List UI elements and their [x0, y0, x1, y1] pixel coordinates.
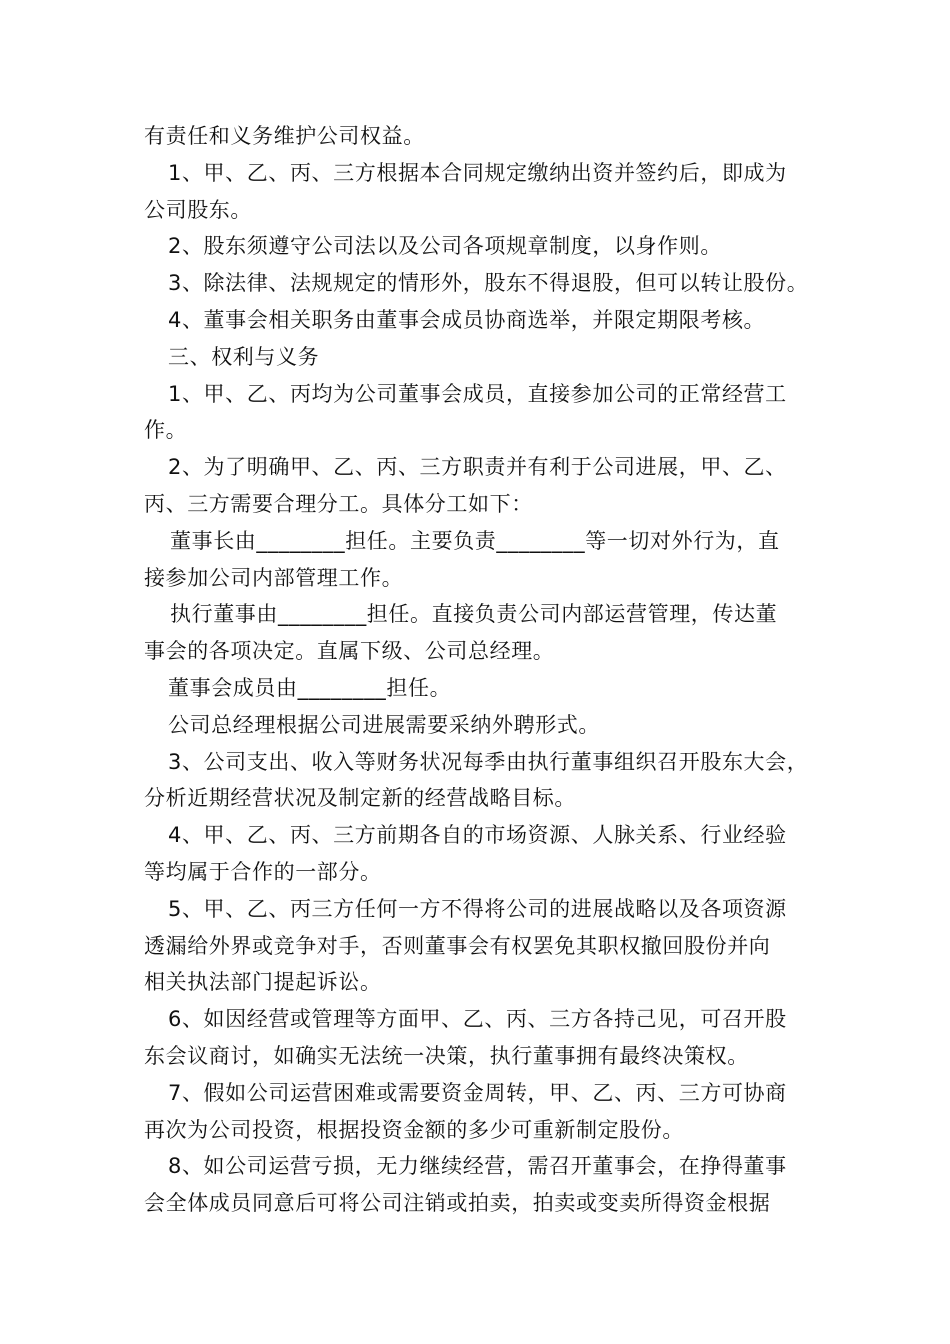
paragraph-line: 董事会成员由________担任。 [168, 675, 452, 700]
paragraph-line: 等均属于合作的一部分。 [144, 859, 382, 884]
paragraph-line: 会全体成员同意后可将公司注销或拍卖，拍卖或变卖所得资金根据 [144, 1191, 771, 1216]
paragraph-line: 2、股东须遵守公司法以及公司各项规章制度，以身作则。 [168, 234, 722, 259]
paragraph-line: 相关执法部门提起诉讼。 [144, 970, 382, 995]
paragraph-line: 分析近期经营状况及制定新的经营战略目标。 [144, 786, 576, 811]
paragraph-line: 2、为了明确甲、乙、丙、三方职责并有利于公司进展，甲、乙、 [168, 455, 787, 480]
document-body [144, 118, 814, 1222]
paragraph-line: 再次为公司投资，根据投资金额的多少可重新制定股份。 [144, 1117, 684, 1142]
paragraph-line: 公司股东。 [144, 197, 252, 222]
paragraph-line: 接参加公司内部管理工作。 [144, 565, 404, 590]
paragraph-line: 东会议商讨，如确实无法统一决策，执行董事拥有最终决策权。 [144, 1043, 749, 1068]
paragraph-line: 4、甲、乙、丙、三方前期各自的市场资源、人脉关系、行业经验 [168, 823, 787, 848]
paragraph-line: 1、甲、乙、丙、三方根据本合同规定缴纳出资并签约后，即成为 [168, 160, 787, 185]
paragraph-line: 4、董事会相关职务由董事会成员协商选举，并限定期限考核。 [168, 307, 766, 332]
paragraph-line: 公司总经理根据公司进展需要采纳外聘形式。 [168, 712, 600, 737]
paragraph-line: 6、如因经营或管理等方面甲、乙、丙、三方各持己见，可召开股 [168, 1007, 787, 1032]
paragraph-line: 执行董事由________担任。直接负责公司内部运营管理，传达董 [170, 602, 778, 627]
paragraph-line: 7、假如公司运营困难或需要资金周转，甲、乙、丙、三方可协商 [168, 1080, 787, 1105]
paragraph-line: 3、公司支出、收入等财务状况每季由执行董事组织召开股东大会， [168, 749, 809, 774]
paragraph-line: 事会的各项决定。直属下级、公司总经理。 [144, 639, 555, 664]
paragraph-line: 丙、三方需要合理分工。具体分工如下： [144, 491, 533, 516]
section-heading: 三、权利与义务 [168, 344, 320, 369]
paragraph-line: 透漏给外界或竞争对手，否则董事会有权罢免其职权撤回股份并向 [144, 933, 771, 958]
paragraph-line: 8、如公司运营亏损，无力继续经营，需召开董事会，在挣得董事 [168, 1154, 787, 1179]
paragraph-line: 董事长由________担任。主要负责________等一切对外行为，直 [170, 528, 780, 553]
paragraph-line: 3、除法律、法规规定的情形外，股东不得退股，但可以转让股份。 [168, 271, 809, 296]
paragraph-line: 5、甲、乙、丙三方任何一方不得将公司的进展战略以及各项资源 [168, 896, 787, 921]
paragraph-line: 作。 [144, 418, 188, 443]
paragraph-line: 有责任和义务维护公司权益。 [144, 124, 425, 148]
paragraph-line: 1、甲、乙、丙均为公司董事会成员，直接参加公司的正常经营工 [168, 381, 787, 406]
